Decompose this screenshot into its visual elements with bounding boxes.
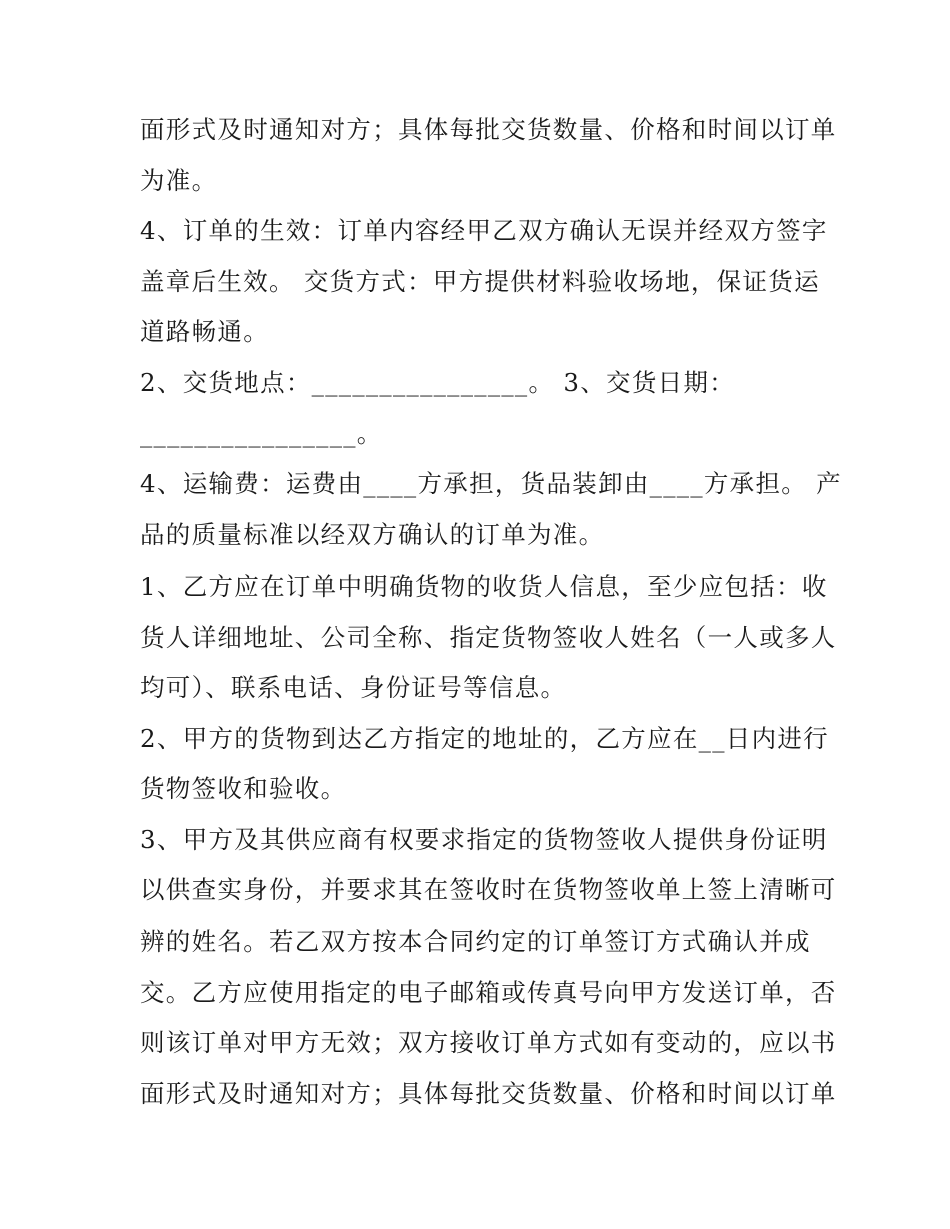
text-line: 面形式及时通知对方；具体每批交货数量、价格和时间以订单 — [140, 1079, 837, 1108]
text-line: 均可）、联系电话、身份证号等信息。 — [140, 673, 567, 702]
text-line: 辨的姓名。若乙双方按本合同约定的订单签订方式确认并成 — [140, 927, 811, 956]
text-line: 4、运输费：运费由____方承担，货品装卸由____方承担。 产 — [140, 469, 842, 498]
text-line: 交。乙方应使用指定的电子邮箱或传真号向甲方发送订单，否 — [140, 978, 837, 1007]
text-line: 1、乙方应在订单中明确货物的收货人信息，至少应包括：收 — [140, 572, 828, 601]
text-line: 道路畅通。 — [140, 317, 269, 346]
text-line: 2、交货地点：________________。 3、交货日期： — [140, 368, 736, 397]
text-line: 4、订单的生效：订单内容经甲乙双方确认无误并经双方签字 — [140, 216, 828, 245]
text-line: 货物签收和验收。 — [140, 774, 347, 803]
text-line: 2、甲方的货物到达乙方指定的地址的，乙方应在__日内进行 — [140, 724, 829, 753]
text-line: 货人详细地址、公司全称、指定货物签收人姓名（一人或多人 — [140, 623, 837, 652]
text-line: 以供查实身份，并要求其在签收时在货物签收单上签上清晰可 — [140, 875, 837, 904]
text-line: 盖章后生效。 交货方式：甲方提供材料验收场地，保证货运 — [140, 267, 820, 296]
text-line: ________________。 — [140, 419, 383, 448]
text-line: 为准。 — [140, 166, 218, 195]
text-line: 3、甲方及其供应商有权要求指定的货物签收人提供身份证明 — [140, 825, 828, 854]
text-line: 面形式及时通知对方；具体每批交货数量、价格和时间以订单 — [140, 115, 837, 144]
text-line: 品的质量标准以经双方确认的订单为准。 — [140, 520, 605, 549]
text-line: 则该订单对甲方无效；双方接收订单方式如有变动的，应以书 — [140, 1028, 837, 1057]
